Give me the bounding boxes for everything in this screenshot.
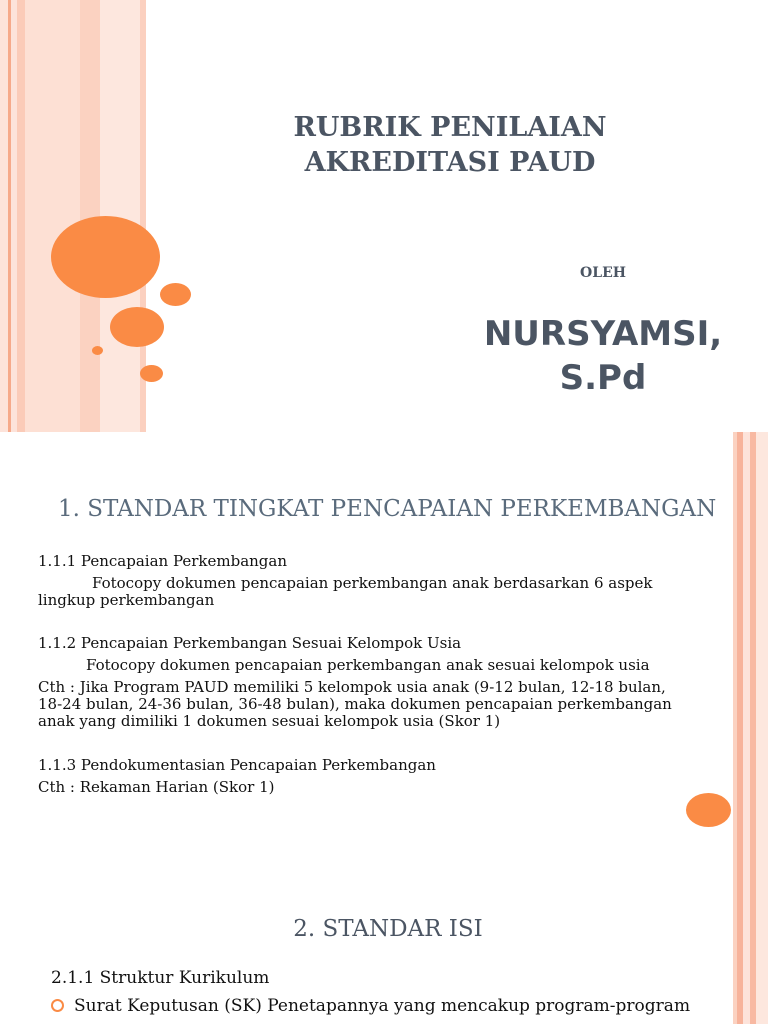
item-example: anak yang dimiliki 1 dokumen sesuai kelompok usia (Skor 1) [38, 712, 501, 730]
title-slide [0, 0, 768, 432]
author-line: NURSYAMSI, [483, 314, 723, 354]
section-heading: 1. STANDAR TINGKAT PENCAPAIAN PERKEMBANGAN [58, 496, 717, 522]
by-label: OLEH [580, 265, 626, 281]
item-title: 1.1.3 Pendokumentasian Pencapaian Perkembangan [38, 756, 436, 774]
author-line: S.Pd [559, 358, 647, 398]
decorative-circle-small [92, 346, 103, 355]
slide-title-line: RUBRIK PENILAIAN [293, 112, 607, 143]
item-example: 18-24 bulan, 24-36 bulan, 36-48 bulan), maka dokumen pencapaian perkembangan [38, 695, 672, 713]
decorative-stripe [0, 0, 8, 432]
bullet-text: Surat Keputusan (SK) Penetapannya yang mencakup program-program [74, 996, 691, 1016]
decorative-circle-large [51, 216, 160, 298]
content-slide [0, 432, 768, 1024]
item-title: 2.1.1 Struktur Kurikulum [51, 968, 270, 988]
item-example: Cth : Jika Program PAUD memiliki 5 kelompok usia anak (9-12 bulan, 12-18 bulan, [38, 678, 666, 696]
item-example: Cth : Rekaman Harian (Skor 1) [38, 778, 275, 796]
item-body: Fotocopy dokumen pencapaian perkembangan anak sesuai kelompok usia [86, 656, 650, 674]
item-body: lingkup perkembangan [38, 591, 215, 609]
decorative-stripe [17, 0, 25, 432]
item-title: 1.1.2 Pencapaian Perkembangan Sesuai Kelompok Usia [38, 634, 462, 652]
item-body: Fotocopy dokumen pencapaian perkembangan anak berdasarkan 6 aspek [92, 574, 653, 592]
section-heading: 2. STANDAR ISI [293, 916, 483, 942]
decorative-stripe [25, 0, 80, 432]
decorative-circle [686, 793, 731, 827]
bullet-circle-icon [51, 999, 64, 1012]
decorative-circle [140, 365, 163, 382]
author-name [460, 312, 746, 400]
item-title: 1.1.1 Pencapaian Perkembangan [38, 552, 288, 570]
decorative-circle [110, 307, 164, 347]
slide-title [240, 110, 660, 180]
decorative-circle [160, 283, 191, 306]
slide-title-line: AKREDITASI PAUD [304, 147, 596, 178]
